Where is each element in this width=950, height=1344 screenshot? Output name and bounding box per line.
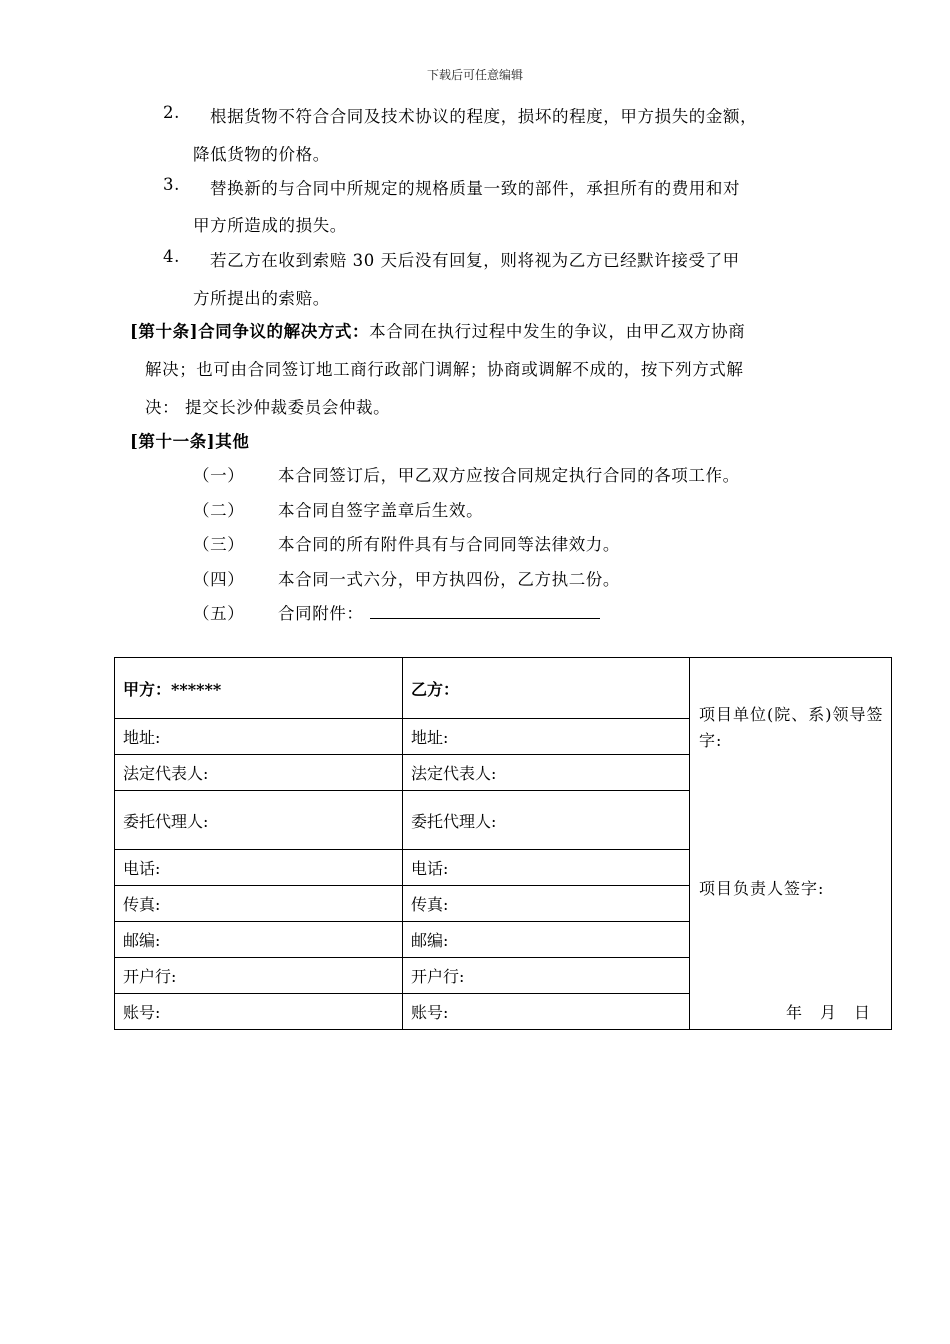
date-year: 年 <box>786 1003 803 1022</box>
date-day: 日 <box>854 1003 871 1022</box>
clause-text: 合同附件： <box>278 604 364 623</box>
article-10-line2: 解决；也可由合同签订地工商行政部门调解；协商或调解不成的，按下列方式解 <box>145 360 744 379</box>
clause-number: （三） <box>193 535 245 554</box>
party-b-cell: 乙方： <box>403 658 690 719</box>
party-b-account: 账号: <box>403 994 690 1030</box>
clause-number: （四） <box>193 570 245 589</box>
item-text-line1: 根据货物不符合合同及技术协议的程度，损坏的程度，甲方损失的金额， <box>210 107 758 126</box>
party-a-phone: 电话: <box>115 850 403 886</box>
clause-text: 本合同的所有附件具有与合同同等法律效力。 <box>278 535 620 554</box>
clause-text: 本合同签订后，甲乙双方应按合同规定执行合同的各项工作。 <box>278 466 740 485</box>
page-header: 下载后可任意编辑 <box>426 68 523 82</box>
article-11-heading: [第十一条]其他 <box>130 432 250 451</box>
party-a-fax: 传真: <box>115 886 403 922</box>
sign-date <box>786 1000 888 1023</box>
approval-cell <box>690 658 892 1030</box>
article-10-text: 本合同在执行过程中发生的争议，由甲乙双方协商 <box>369 322 746 341</box>
item-number: 2. <box>163 103 180 122</box>
party-a-legal-rep: 法定代表人: <box>115 755 403 791</box>
party-b-address: 地址: <box>403 719 690 755</box>
party-a-address: 地址: <box>115 719 403 755</box>
article-10-line3: 决： 提交长沙仲裁委员会仲裁。 <box>145 398 391 417</box>
clause-number: （一） <box>193 466 245 485</box>
party-a-account: 账号: <box>115 994 403 1030</box>
party-b-legal-rep: 法定代表人: <box>403 755 690 791</box>
pm-sign-label: 项目负责人签字: <box>699 879 825 898</box>
party-b-agent: 委托代理人: <box>403 791 690 850</box>
clause-text: 本合同一式六分，甲方执四份，乙方执二份。 <box>278 570 620 589</box>
article-10-heading: [第十条]合同争议的解决方式： <box>130 322 370 341</box>
attachment-clause <box>278 600 600 624</box>
party-b-bank: 开户行: <box>403 958 690 994</box>
item-text-line1: 若乙方在收到索赔 30 天后没有回复，则将视为乙方已经默许接受了甲 <box>210 251 740 270</box>
clause-number: （二） <box>193 501 245 520</box>
date-month: 月 <box>820 1003 837 1022</box>
item-text-line1: 替换新的与合同中所规定的规格质量一致的部件，承担所有的费用和对 <box>210 179 741 198</box>
party-b-fax: 传真: <box>403 886 690 922</box>
item-text-line2: 甲方所造成的损失。 <box>193 216 347 235</box>
party-a-bank: 开户行: <box>115 958 403 994</box>
party-a-cell: 甲方：****** <box>115 658 403 719</box>
leader-sign-label: 项目单位(院、系)领导签字: <box>699 705 884 750</box>
article-10-paragraph <box>130 318 745 342</box>
item-text-line2: 方所提出的索赔。 <box>193 289 330 308</box>
attachment-blank-line <box>370 604 600 619</box>
table-row <box>115 658 892 719</box>
clause-number: （五） <box>193 604 245 623</box>
item-number: 4. <box>163 247 180 266</box>
signature-table <box>114 657 892 1030</box>
party-b-phone: 电话: <box>403 850 690 886</box>
item-text-line2: 降低货物的价格。 <box>193 145 330 164</box>
clause-text: 本合同自签字盖章后生效。 <box>278 501 484 520</box>
party-a-postcode: 邮编: <box>115 922 403 958</box>
party-a-agent: 委托代理人: <box>115 791 403 850</box>
item-number: 3. <box>163 175 180 194</box>
party-b-postcode: 邮编: <box>403 922 690 958</box>
